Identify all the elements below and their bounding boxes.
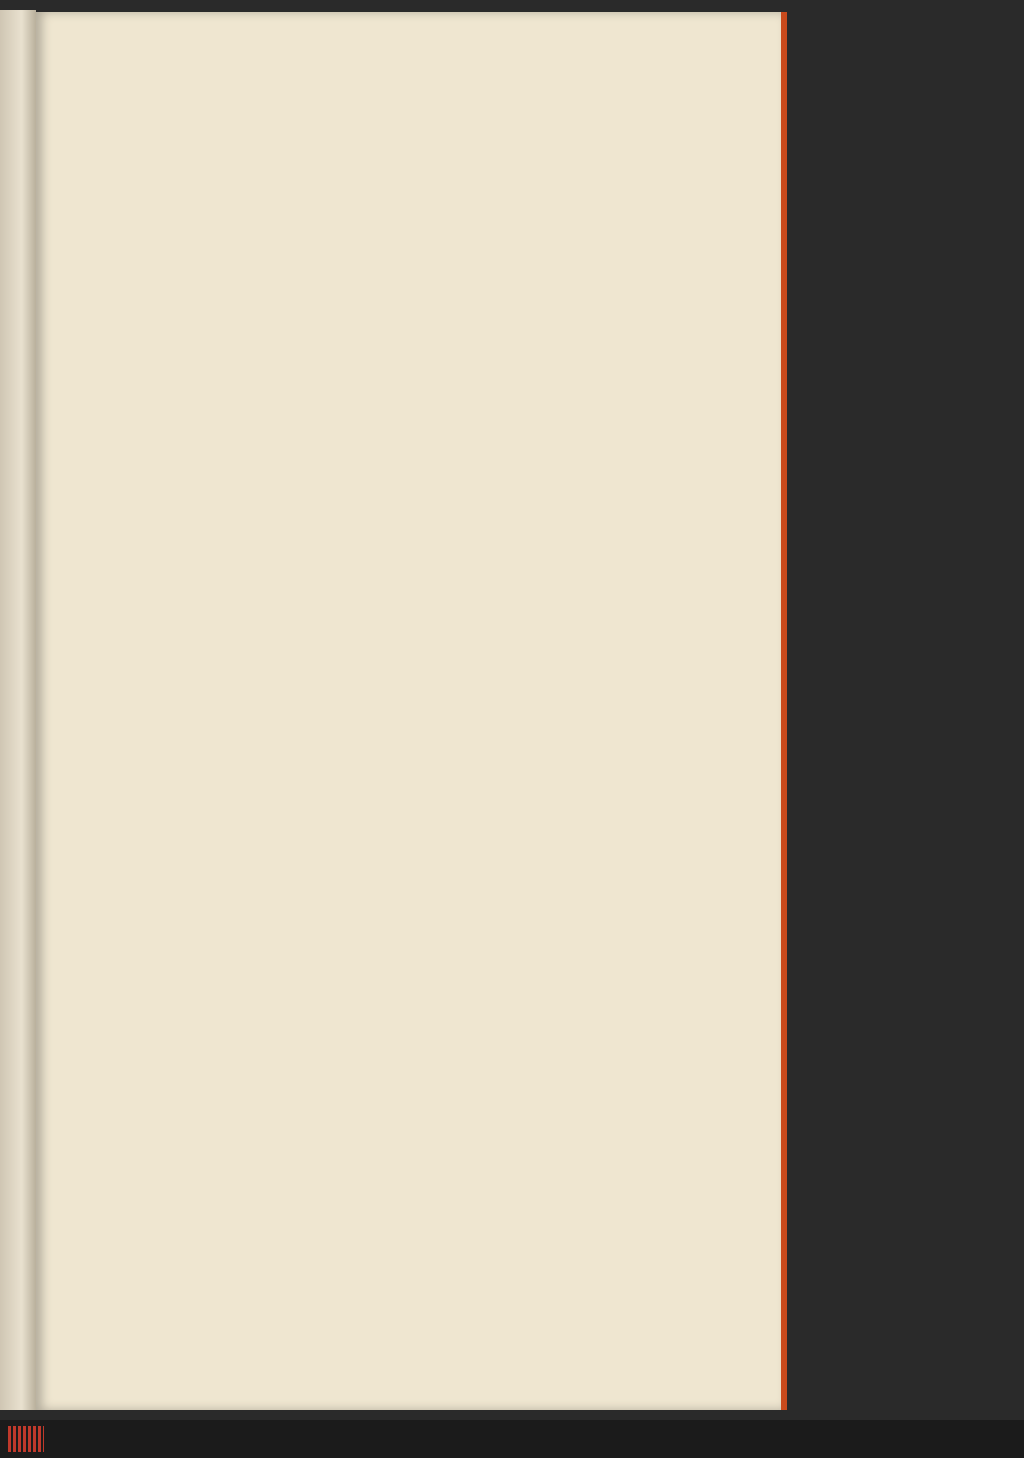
drop-cap [66, 916, 106, 960]
ornament-border [66, 148, 726, 162]
previous-page-edge [0, 10, 36, 1410]
library-logo-icon [8, 1426, 44, 1452]
book-page [36, 12, 787, 1410]
footer-bar [0, 1420, 1024, 1458]
